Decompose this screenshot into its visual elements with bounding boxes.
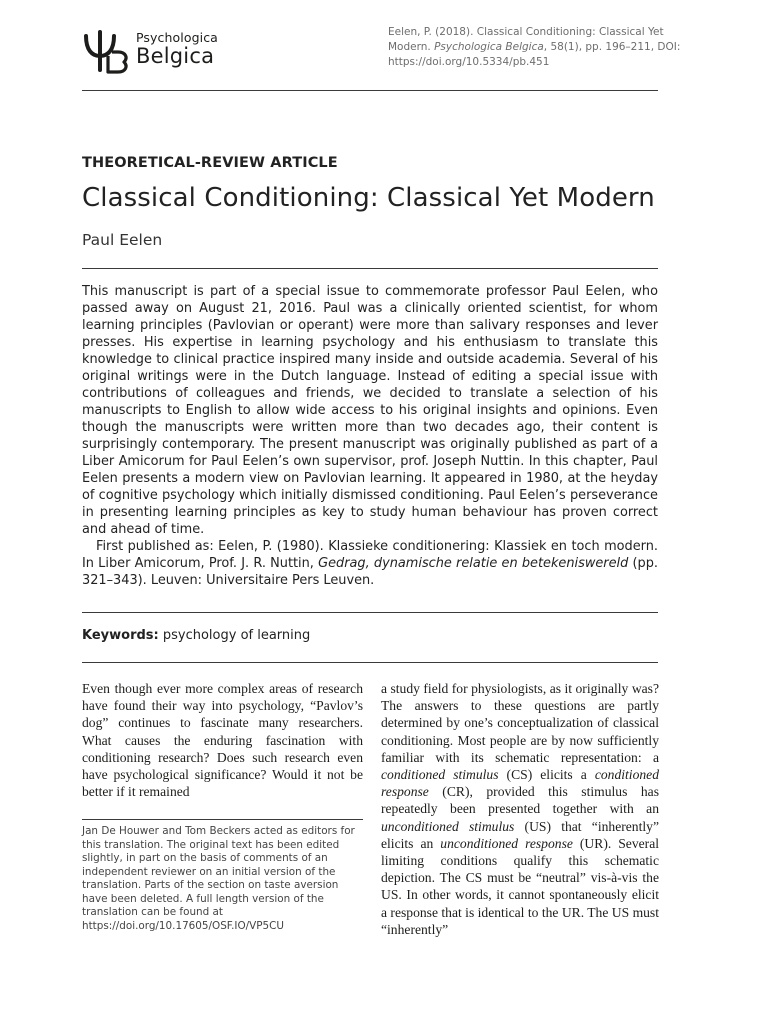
citation-text-2[interactable]: , 58(1), pp. 196–211, DOI: https://doi.org/10.5334/pb.451 [388,41,681,68]
abstract-top-rule [82,268,658,269]
term-conditioned-stimulus: conditioned stimulus [381,767,499,783]
abstract-p2-text-2: (pp. 321–343). Leuven: Universitaire Pers Leuven. [82,556,659,588]
logo-line-2: Belgica [136,44,215,68]
citation-text-1: Eelen, P. (2018). Classical Conditioning: Classical Yet Modern. [388,26,664,53]
abstract-p2-text-1: First published as: Eelen, P. (1980). Klassieke conditionering: Klassiek en toch modern. In Liber Amicorum, Prof. J. R. Nuttin, [82,539,658,571]
keywords-bottom-rule [82,662,658,663]
body-column-left [82,680,363,800]
body-column-right [381,680,659,938]
body-text-segment: (CS) elicits a [498,767,595,783]
logo-line-1: Psychologica [136,30,218,45]
abstract-p2-italic: Gedrag, dynamische relatie en betekeniswereld [318,556,629,571]
body-text-segment: (UR). Several limiting conditions qualify this schematic depiction. The CS must be “neutral” vis-à-vis the US. In other words, it cannot spontaneously elicit a response that is identical to the UR. The US must “inherently” [381,835,660,937]
body-text-segment: (US) that “inherently” elicits an [381,818,659,851]
journal-logo [82,26,242,76]
footnote-rule [82,819,363,820]
term-unconditioned-stimulus: unconditioned stimulus [381,818,515,834]
article-type: THEORETICAL-REVIEW ARTICLE [82,155,338,171]
body-paragraph-right [381,680,659,938]
abstract [82,283,658,589]
article-author: Paul Eelen [82,231,163,249]
abstract-paragraph-2 [82,538,658,589]
body-paragraph-left: Even though ever more complex areas of research have found their way into psychology, “Pavlov’s dog” continues to fascinate many researchers. What causes the enduring fascination with conditioning research? Does such research even have psychological significance? Would it not be better if it remained [82,681,363,800]
keywords-label: Keywords: [82,628,159,643]
abstract-paragraph-1: This manuscript is part of a special issue to commemorate professor Paul Eelen, who passed away on August 21, 2016. Paul was a clinically oriented scientist, for whom learning principles (Pavlovian or operant) were more than salivary responses and lever presses. His expertise in learning psychology and his enthusiasm to translate this knowledge to clinical practice inspired many inside and outside academia. Several of his original writings were in the Dutch language. Instead of editing a special issue with contributions of colleagues and friends, we decided to translate a selection of his manuscripts to English to allow wide access to his original insights and opinions. Even though the manuscripts were written more than two decades ago, their content is surprisingly contemporary. The present manuscript was originally published as part of a Liber Amicorum for Paul Eelen’s own supervisor, prof. Joseph Nuttin. In this chapter, Paul Eelen presents a modern view on Pavlovian learning. It appeared in 1980, at the heyday of cognitive psychology which initially dismissed conditioning. Paul Eelen’s perseverance in presenting learning principles as key to study human behaviour has proven correct and ahead of time. [82,284,658,537]
article-title: Classical Conditioning: Classical Yet Modern [82,183,655,213]
keywords-value: psychology of learning [158,628,311,643]
header-rule [82,90,658,91]
footnote: Jan De Houwer and Tom Beckers acted as editors for this translation. The original text has been edited slightly, in part on the basis of comments of an independent reviewer on an initial version of the translation. Parts of the section on taste aversion have been deleted. A full length version of the translation can be found at https://doi.org/10.17605/OSF.IO/VP5CU [82,825,355,932]
keywords [82,628,310,643]
body-text-segment: a study field for physiologists, as it originally was? The answers to these questions are partly determined by one’s conceptualization of classical conditioning. Most people are by now sufficiently familiar with its schematic representation: a [381,681,659,765]
citation-journal: Psychologica Belgica [434,41,544,53]
term-unconditioned-response: unconditioned response [440,835,573,851]
term-conditioned-response: conditioned response [381,767,659,800]
citation [388,25,688,70]
psi-b-monogram-logo [82,26,132,74]
body-text-segment: (CR), provided this stimulus has repeatedly been presented together with an [381,784,659,817]
abstract-bottom-rule [82,612,658,613]
